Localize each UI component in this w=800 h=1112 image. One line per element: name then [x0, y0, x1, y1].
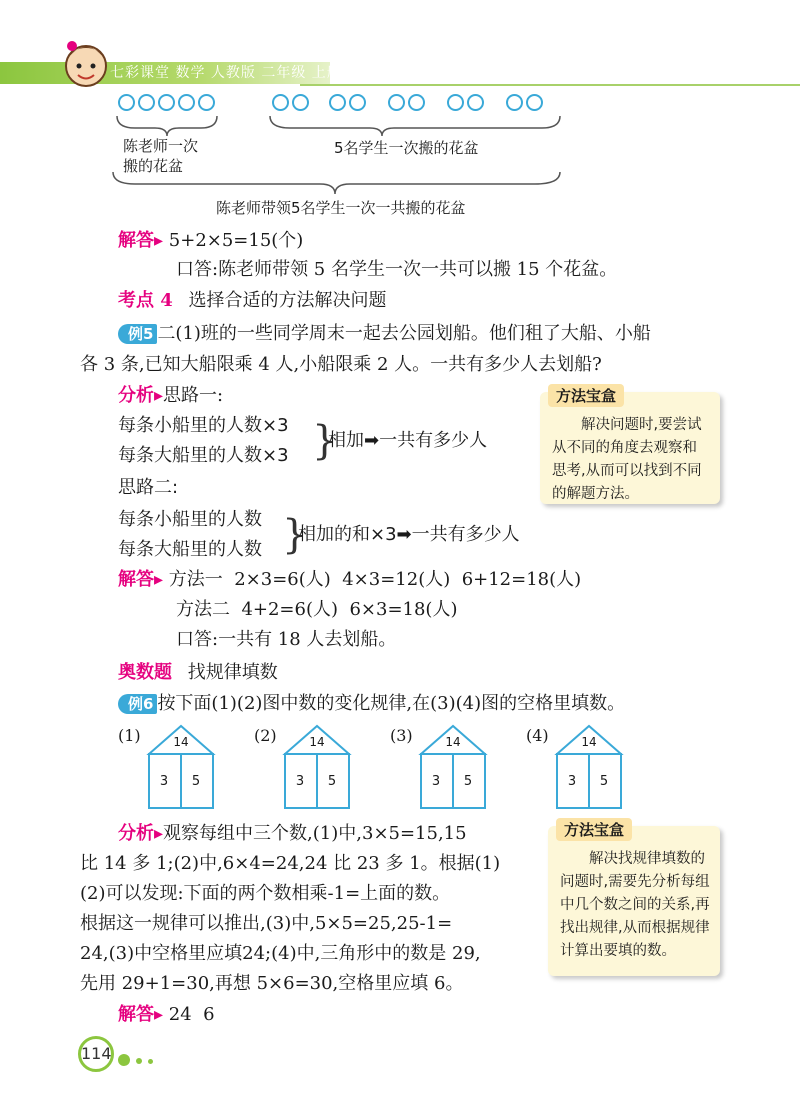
pot-icon	[292, 94, 309, 111]
header-rule	[300, 84, 800, 86]
pot-icon	[138, 94, 155, 111]
header-title: 七彩课堂 数学 人教版 二年级 上册	[110, 65, 342, 81]
answer-6-value: 24 6	[168, 1004, 215, 1025]
page-number: 114	[78, 1036, 114, 1072]
house-right-number: 5	[599, 774, 609, 789]
pot-icon	[272, 94, 289, 111]
house-figure	[526, 722, 626, 812]
method-1: 方法一 2×3=6(人) 4×3=12(人) 6+12=18(人)	[168, 569, 582, 590]
house-top-number: 14	[581, 735, 597, 749]
brace-icon: }	[312, 418, 338, 464]
olympiad-heading	[118, 661, 278, 685]
tip-body: 解决问题时,要尝试从不同的角度去观察和思考,从而可以找到不同的解题方法。	[552, 417, 702, 502]
analysis-6-line-1: 分析▸观察每组中三个数,(1)中,3×5=15,15	[118, 823, 467, 844]
dot-icon	[118, 1054, 130, 1066]
pot-icon	[178, 94, 195, 111]
section-tag: 考点 4	[118, 290, 173, 311]
pot-icon	[408, 94, 425, 111]
idea-1-b: 每条大船里的人数×3	[118, 445, 289, 466]
label-teacher-pots: 陈老师一次 搬的花盆	[123, 137, 199, 175]
analysis-6-line-3: (2)可以发现:下面的两个数相乘-1=上面的数。	[80, 883, 451, 904]
example-tag: 例5	[118, 324, 157, 344]
house-label: (4)	[526, 726, 549, 745]
label-student-pots: 5名学生一次搬的花盆	[334, 139, 479, 157]
house-top-number: 14	[173, 735, 189, 749]
section-title: 选择合适的方法解决问题	[188, 290, 387, 311]
answer-tag: 解答	[118, 1004, 154, 1025]
house-figure	[118, 722, 218, 812]
answer-5-method-2: 方法二 4+2=6(人) 6×3=18(人)	[176, 599, 458, 620]
dot-icon	[136, 1058, 142, 1064]
analysis-tag: 分析	[118, 823, 154, 844]
idea-1-a: 每条小船里的人数×3	[118, 415, 289, 436]
answer-tag: 解答	[118, 569, 154, 590]
house-right-number: 5	[327, 774, 337, 789]
house-left-number: 3	[431, 774, 441, 789]
answer-1: 解答▸ 5+2×5=15(个)	[118, 230, 304, 251]
house-label: (2)	[254, 726, 277, 745]
olympiad-title: 找规律填数	[187, 662, 278, 683]
pot-icon	[388, 94, 405, 111]
analysis-5-heading: 分析▸思路一:	[118, 385, 224, 406]
answer-6: 解答▸ 24 6	[118, 1004, 215, 1025]
answer-5-oral: 口答:一共有 18 人去划船。	[176, 629, 397, 650]
dot-icon	[148, 1059, 153, 1064]
pot-icon	[447, 94, 464, 111]
house-label: (3)	[390, 726, 413, 745]
answer-equation: 5+2×5=15(个)	[168, 230, 304, 251]
tip-title: 方法宝盒	[556, 818, 632, 841]
house-figure	[390, 722, 490, 812]
idea-2-label: 思路二:	[118, 477, 179, 498]
house-top-number: 14	[309, 735, 325, 749]
example-tag: 例6	[118, 694, 157, 714]
answer-tag: 解答	[118, 230, 154, 251]
answer-1-oral: 口答:陈老师带领 5 名学生一次一共可以搬 15 个花盆。	[176, 259, 618, 280]
pot-icon	[349, 94, 366, 111]
analysis-6-text: 观察每组中三个数,(1)中,3×5=15,15	[163, 823, 467, 844]
pot-icon	[467, 94, 484, 111]
tip-box-2	[548, 821, 720, 976]
example-5-line-2: 各 3 条,已知大船限乘 4 人,小船限乘 2 人。一共有多少人去划船?	[80, 354, 602, 375]
example-5-line-1	[118, 322, 651, 346]
house-label: (1)	[118, 726, 141, 745]
analysis-6-line-4: 根据这一规律可以推出,(3)中,5×5=25,25-1=	[80, 913, 453, 934]
tip-title: 方法宝盒	[548, 384, 624, 407]
example-6	[118, 692, 625, 716]
brace-icon: }	[282, 512, 308, 558]
pot-icon	[526, 94, 543, 111]
house-left-number: 3	[567, 774, 577, 789]
section-heading	[118, 289, 387, 313]
idea-2-result: 相加的和×3➡一共有多少人	[298, 524, 520, 545]
pot-icon	[506, 94, 523, 111]
idea-1-result: 相加➡一共有多少人	[328, 430, 488, 451]
analysis-6-line-2: 比 14 多 1;(2)中,6×4=24,24 比 23 多 1。根据(1)	[80, 853, 501, 874]
label-total-pots: 陈老师带领5名学生一次一共搬的花盆	[216, 199, 466, 217]
idea-2-b: 每条大船里的人数	[118, 539, 262, 560]
analysis-6-line-5: 24,(3)中空格里应填24;(4)中,三角形中的数是 29,	[80, 943, 481, 964]
house-left-number: 3	[295, 774, 305, 789]
house-top-number: 14	[445, 735, 461, 749]
house-figure	[254, 722, 354, 812]
house-right-number: 5	[463, 774, 473, 789]
tip-body: 解决找规律填数的问题时,需要先分析每组中几个数之间的关系,再找出规律,从而根据规律计算出要填的数。	[560, 851, 710, 959]
pot-icon	[198, 94, 215, 111]
example-6-text: 按下面(1)(2)图中数的变化规律,在(3)(4)图的空格里填数。	[157, 693, 626, 714]
pot-icon	[329, 94, 346, 111]
analysis-6-line-6: 先用 29+1=30,再想 5×6=30,空格里应填 6。	[80, 973, 464, 994]
example-5-text: 二(1)班的一些同学周末一起去公园划船。他们租了大船、小船	[157, 323, 651, 344]
olympiad-tag: 奥数题	[118, 662, 172, 683]
idea-2-a: 每条小船里的人数	[118, 509, 262, 530]
house-left-number: 3	[159, 774, 169, 789]
answer-5-method-1: 解答▸ 方法一 2×3=6(人) 4×3=12(人) 6+12=18(人)	[118, 569, 582, 590]
pot-icon	[158, 94, 175, 111]
pot-icon	[118, 94, 135, 111]
mascot-icon	[58, 36, 114, 92]
tip-box-1	[540, 387, 720, 504]
analysis-tag: 分析	[118, 385, 154, 406]
house-right-number: 5	[191, 774, 201, 789]
idea-1-label: 思路一:	[163, 385, 224, 406]
